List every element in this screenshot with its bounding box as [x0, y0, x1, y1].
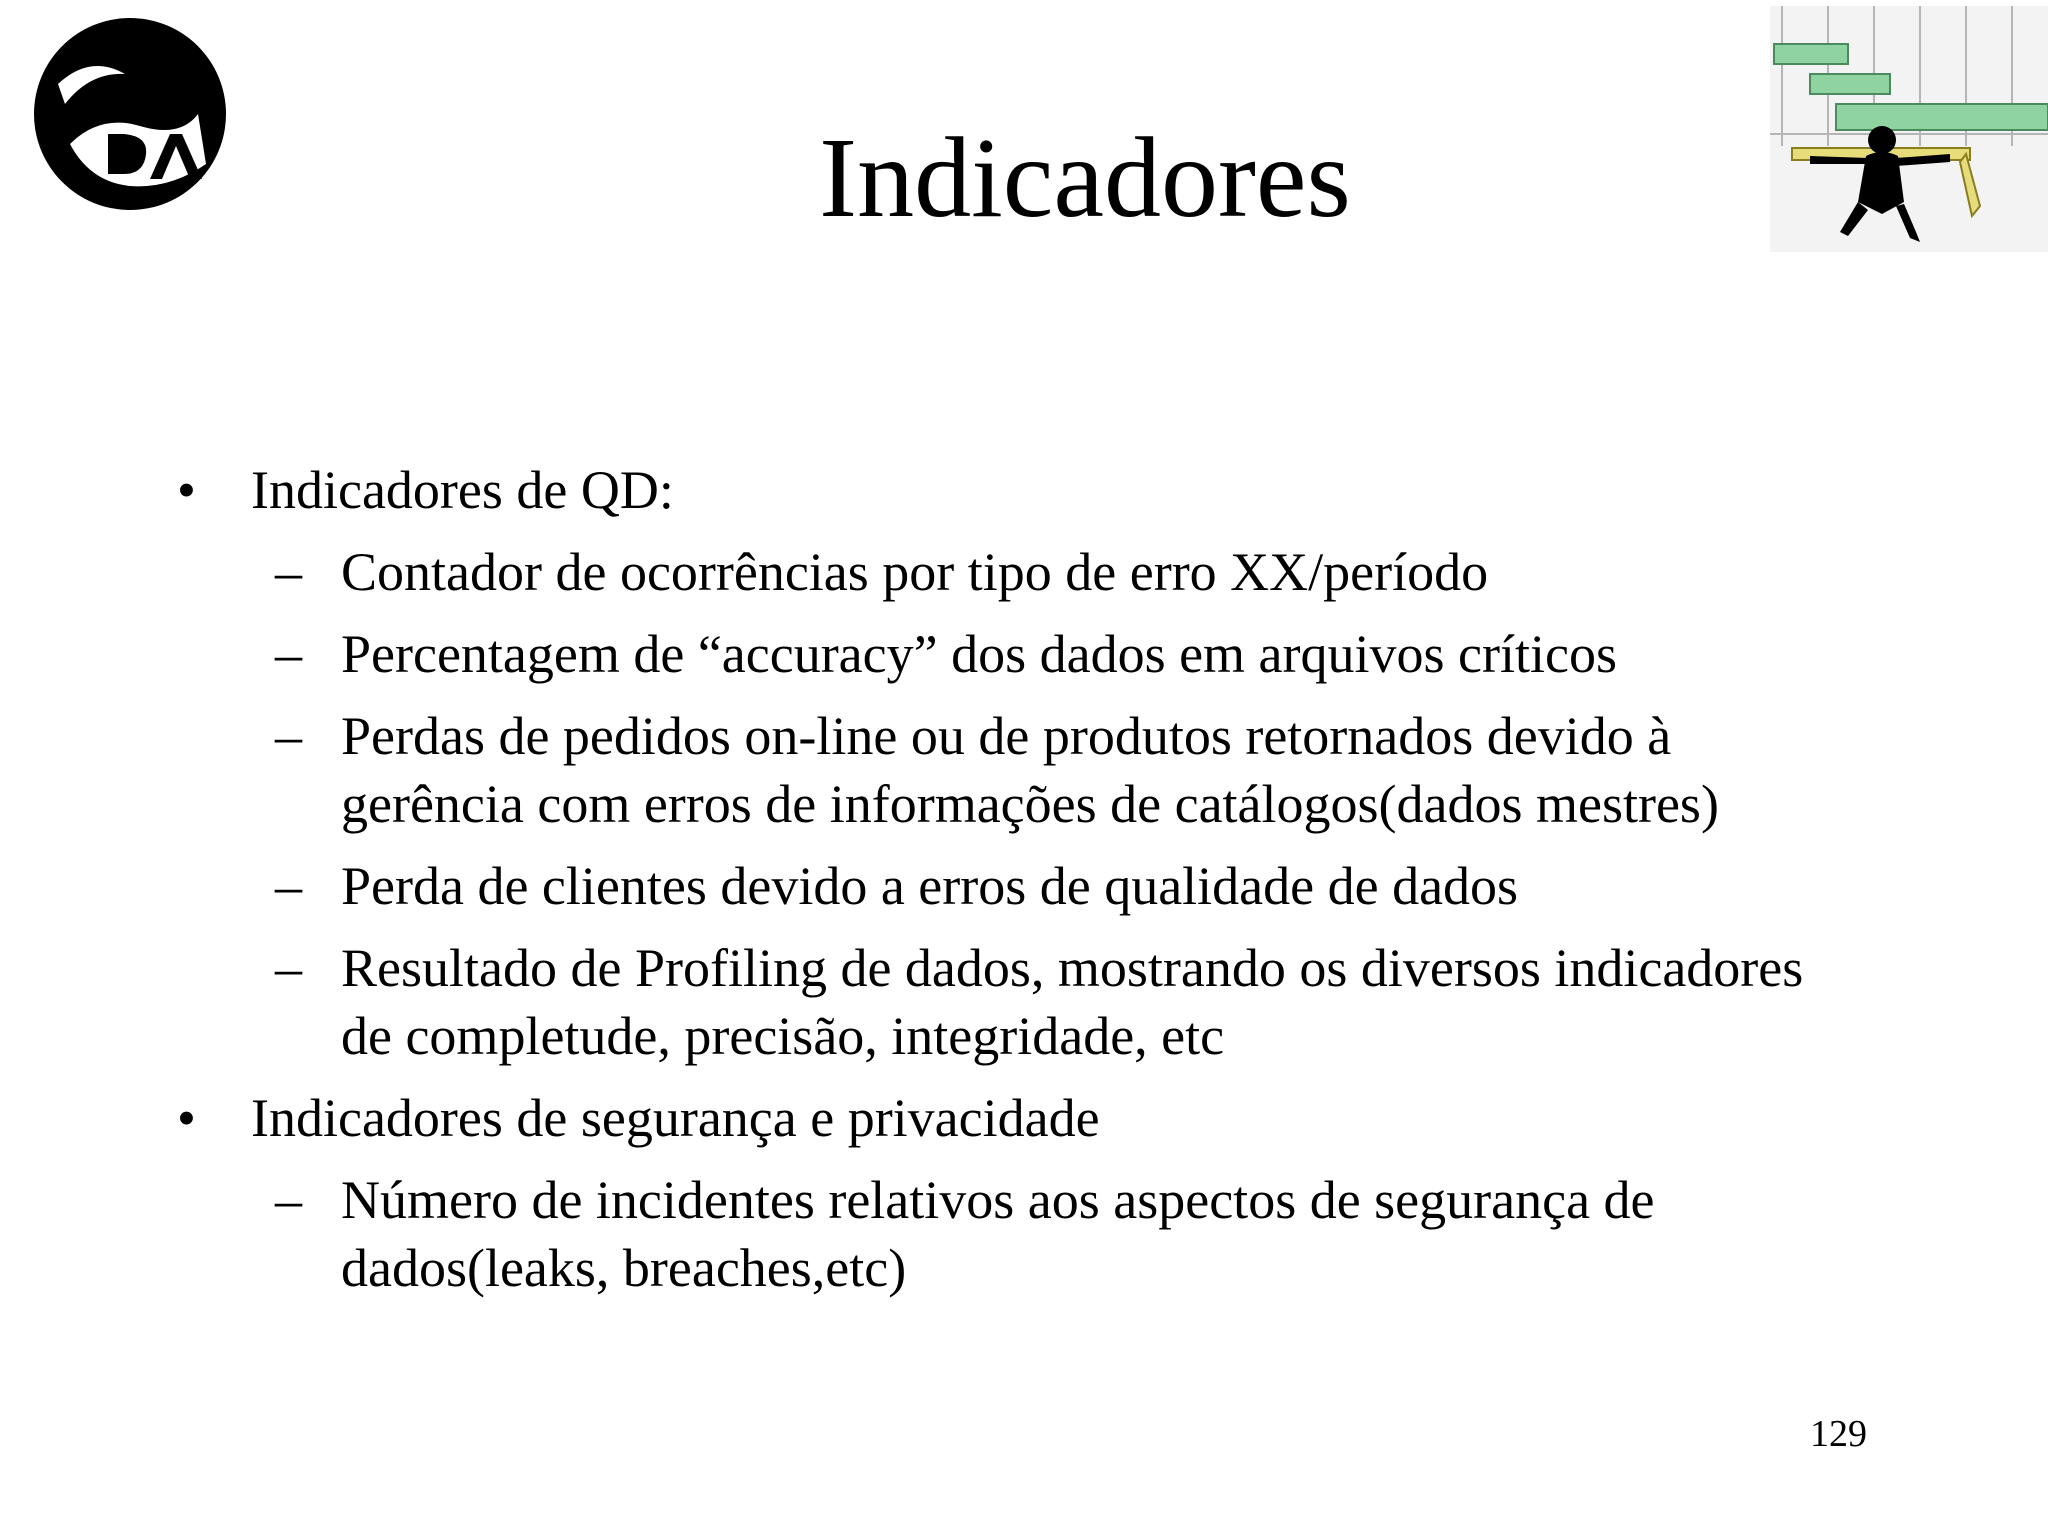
- sub-bullet-item: [0, 702, 1821, 838]
- slide-content: [0, 456, 2048, 1316]
- page-number: 129: [1810, 1413, 1867, 1455]
- sub-bullet-item: [0, 538, 1821, 606]
- sub-bullet-text: Perda de clientes devido a erros de qualidade de dados: [341, 856, 1519, 916]
- sub-bullet-item: [0, 620, 1821, 688]
- dash-marker: –: [275, 856, 302, 916]
- bullet-item: [0, 456, 2048, 524]
- sub-bullet-item: [0, 1166, 1821, 1302]
- sub-bullet-item: [0, 934, 1821, 1070]
- dash-marker: –: [275, 542, 302, 602]
- sub-bullet-text: Percentagem de “accuracy” dos dados em arquivos críticos: [341, 624, 1617, 684]
- sub-bullet-text: Perdas de pedidos on-line ou de produtos retornados devido à gerência com erros de informações de catálogos(dados mestres): [341, 706, 1719, 834]
- slide-title: Indicadores: [819, 114, 1351, 241]
- dash-marker: –: [275, 624, 302, 684]
- bullet-item: [0, 1084, 2048, 1152]
- sub-bullet-text: Número de incidentes relativos aos aspectos de segurança de dados(leaks, breaches,etc): [341, 1170, 1655, 1298]
- dash-marker: –: [275, 1170, 302, 1230]
- bullet-text: Indicadores de segurança e privacidade: [251, 1088, 1100, 1148]
- bullet-marker: •: [177, 1088, 196, 1148]
- sub-bullet-text: Resultado de Profiling de dados, mostrando os diversos indicadores de completude, precisão, integridade, etc: [341, 938, 1804, 1066]
- bullet-text: Indicadores de QD:: [251, 460, 674, 520]
- sub-bullet-item: [0, 852, 1821, 920]
- sub-bullet-text: Contador de ocorrências por tipo de erro XX/período: [341, 542, 1489, 602]
- dash-marker: –: [275, 938, 302, 998]
- bullet-marker: •: [177, 460, 196, 520]
- dash-marker: –: [275, 706, 302, 766]
